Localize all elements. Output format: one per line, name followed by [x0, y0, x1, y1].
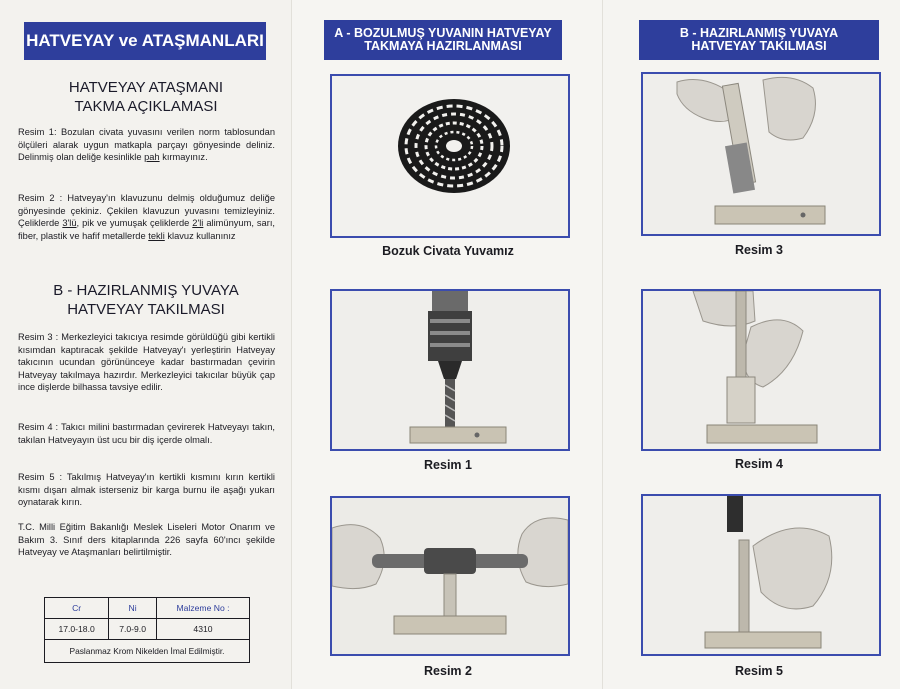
left-panel: [0, 0, 291, 689]
resim5-description: Resim 5 : Takılmış Hatveyay'ın kertikli kısmını kırın kertikli kısmı dışarı almak isterseniz bir karga burnu ile aşağı yukarı oynatarak kırın.: [18, 472, 275, 508]
resim4-photo: [641, 289, 881, 451]
resim1-underlined: pah: [144, 152, 160, 163]
resim5-photo: [641, 494, 881, 656]
section-b-banner: [639, 20, 879, 60]
resim2-description: [18, 192, 275, 242]
material-spec-table: [44, 597, 250, 663]
spec-header-ni: Ni: [109, 598, 157, 619]
section-b-title-line2: HATVEYAY TAKILMASI: [691, 39, 827, 53]
caption-resim5: Resim 5: [735, 664, 783, 678]
section1-title: [18, 78, 274, 116]
resim1-text: Resim 1: Bozulan civata yuvasını verilen norm tablosundan ölçüleri alarak uygun matkapla parçayı gönyesinde deliniz. Delinmiş olan deliğe kesinlikle: [18, 127, 275, 163]
resim2-photo: [330, 496, 570, 656]
caption-damaged-thread: Bozuk Civata Yuvamız: [382, 244, 514, 258]
resim2-underlined-1: 3'lü: [62, 218, 77, 229]
section2-title-line2: HATVEYAY TAKILMASI: [67, 301, 225, 318]
main-title-banner: [24, 22, 266, 60]
section1-title-line1: HATVEYAY ATAŞMANI: [68, 79, 224, 96]
section1-title-line2: TAKMA AÇIKLAMASI: [74, 98, 218, 115]
section-a-banner: [324, 20, 562, 60]
tap-wrench-illustration: [332, 498, 568, 654]
spec-header-row: [45, 598, 250, 619]
section2-title: [18, 281, 274, 319]
tang-break-illustration: [643, 496, 879, 654]
resim2-underlined-2: 2'li: [192, 218, 204, 229]
reference-note: T.C. Milli Eğitim Bakanlığı Meslek Liseleri Motor Onarım ve Bakım 3. Sınıf ders kitaplarında 226 sayfa 60'ıncı şekilde Hatveyay ve Ataşmanları belirtilmiştir.: [18, 522, 275, 558]
damaged-thread-hole-illustration: [332, 76, 568, 236]
spec-value-ni: 7.0-9.0: [109, 619, 157, 640]
spec-value-cr: 17.0-18.0: [45, 619, 109, 640]
main-title: HATVEYAY ve ATAŞMANLARI: [26, 31, 264, 51]
resim2-text-b: , pik ve yumuşak çeliklerde: [76, 218, 193, 229]
caption-resim1: Resim 1: [424, 458, 472, 472]
caption-resim2: Resim 2: [424, 664, 472, 678]
resim2-text-c: alimünyum, sarı, fiber, plastik ve hafif metallerde: [18, 218, 275, 241]
spec-value-material-no: 4310: [156, 619, 249, 640]
resim2-underlined-3: tekli: [148, 230, 165, 241]
damaged-thread-photo: [330, 74, 570, 238]
resim1-description: [18, 126, 275, 164]
caption-resim3: Resim 3: [735, 243, 783, 257]
drill-chuck-illustration: [332, 291, 568, 449]
spec-header-cr: Cr: [45, 598, 109, 619]
resim1-photo: [330, 289, 570, 451]
resim2-text-a: Resim 2 : Hatveyay'ın klavuzunu delmiş olduğumuz deliğe gönyesinde çekiniz. Çekilen klavuzun yuvasını temizleyiniz. Çeliklerde: [18, 193, 275, 229]
right-panel: [602, 0, 900, 689]
installer-spindle-illustration: [643, 291, 879, 449]
spec-footer: Paslanmaz Krom Nikelden İmal Edilmiştir.: [45, 640, 250, 663]
resim3-description: Resim 3 : Merkezleyici takıcıya resimde görüldüğü gibi kertikli kısımdan kaptıracak şekilde Hatveyay'ı yerleştirin Hatveyay takıcının ucundan görününceye kadar bastırmadan çevirin Hatveyay takılmaya hazırdır. Merkezleyici takıcılar büyük çap ince dişlerde bilhassa tavsiye edilir.: [18, 332, 275, 393]
spec-value-row: [45, 619, 250, 640]
spec-footer-row: [45, 640, 250, 663]
resim3-photo: [641, 72, 881, 236]
section-a-title-line2: TAKMAYA HAZIRLANMASI: [364, 39, 522, 53]
section2-title-line1: B - HAZIRLANMIŞ YUVAYA: [53, 282, 239, 299]
resim4-description: Resim 4 : Takıcı milini bastırmadan çevirerek Hatveyayı takın, takılan Hatveyayın üst ucu bir diş içerde olmalı.: [18, 422, 275, 445]
caption-resim4: Resim 4: [735, 457, 783, 471]
section-a-title-line1: A - BOZULMUŞ YUVANIN HATVEYAY: [334, 25, 552, 40]
resim1-text-end: kırmayınız.: [159, 152, 208, 163]
section-b-title-line1: B - HAZIRLANMIŞ YUVAYA: [679, 25, 839, 40]
middle-panel: [291, 0, 603, 689]
centering-installer-illustration: [643, 74, 879, 234]
spec-header-material-no: Malzeme No :: [156, 598, 249, 619]
resim2-text-d: klavuz kullanınız: [164, 230, 236, 241]
